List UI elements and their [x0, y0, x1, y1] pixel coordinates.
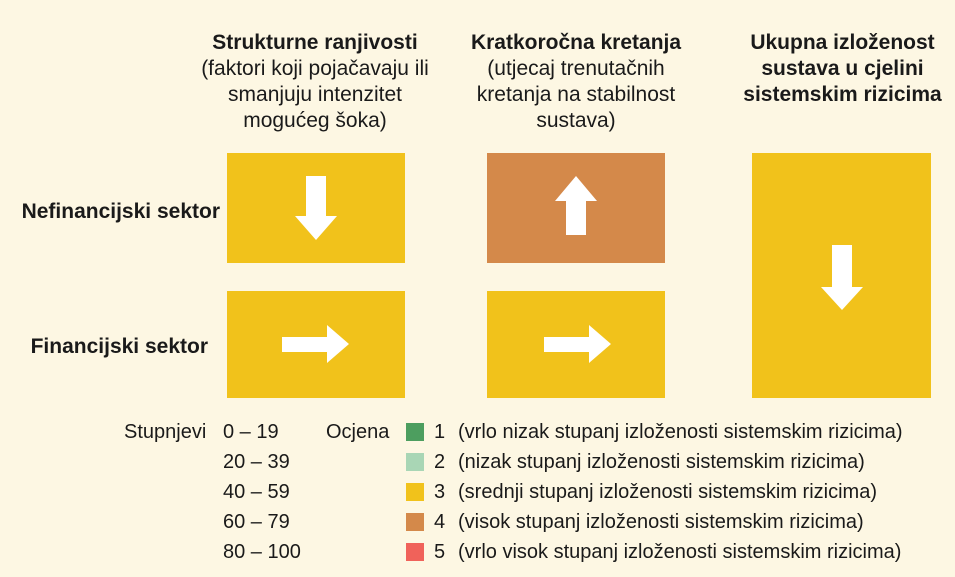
cell-nefinancijski-kratkorocna [487, 153, 665, 263]
legend-range: 80 – 100 [223, 541, 301, 563]
column-subtitle-line: sustava) [536, 109, 616, 132]
row-label-nefinancijski: Nefinancijski sektor [21, 200, 220, 223]
legend-grade-text: (visok stupanj izloženosti sistemskim rizicima) [458, 511, 864, 533]
legend-swatch [406, 513, 424, 531]
legend-range: 20 – 39 [223, 451, 290, 473]
legend-swatch [406, 483, 424, 501]
arrow-down-icon [752, 153, 931, 398]
legend-grade-number: 2 [434, 451, 446, 473]
arrow-right-icon [227, 291, 405, 398]
column-title: Strukturne ranjivosti [212, 31, 418, 54]
row-label-financijski: Financijski sektor [30, 335, 208, 358]
legend-range: 40 – 59 [223, 481, 290, 503]
legend-swatch [406, 543, 424, 561]
column-subtitle-line: (faktori koji pojačavaju ili [201, 57, 429, 80]
legend-grade-number: 4 [434, 511, 446, 533]
column-header-strukturne [185, 30, 445, 134]
column-subtitle-line: kretanja na stabilnost [476, 83, 676, 106]
legend-swatch [406, 453, 424, 471]
column-subtitle-line: smanjuju intenzitet [228, 83, 402, 106]
cell-financijski-strukturne [227, 291, 405, 398]
legend-swatch [406, 423, 424, 441]
cell-financijski-kratkorocna [487, 291, 665, 398]
legend-ocjena-label: Ocjena [326, 421, 390, 443]
column-header-kratkorocna [456, 30, 696, 134]
legend-grade-text: (vrlo nizak stupanj izloženosti sistemskim rizicima) [458, 421, 903, 443]
legend-grade-number: 1 [434, 421, 446, 443]
legend-range: 0 – 19 [223, 421, 279, 443]
cell-ukupna [752, 153, 931, 398]
legend-grade-text: (nizak stupanj izloženosti sistemskim rizicima) [458, 451, 865, 473]
cell-nefinancijski-strukturne [227, 153, 405, 263]
column-title-line: sistemskim rizicima [743, 83, 942, 106]
column-subtitle-line: mogućeg šoka) [243, 109, 387, 132]
column-header-ukupna [725, 30, 955, 108]
arrow-up-icon [487, 153, 665, 263]
column-title-line: Ukupna izloženost [750, 31, 935, 54]
arrow-right-icon [487, 291, 665, 398]
column-subtitle-line: (utjecaj trenutačnih [487, 57, 665, 80]
column-title-line: sustava u cjelini [761, 57, 924, 80]
column-title: Kratkoročna kretanja [470, 31, 682, 54]
legend-grade-number: 3 [434, 481, 446, 503]
legend-grade-text: (vrlo visok stupanj izloženosti sistemskim rizicima) [458, 541, 902, 563]
legend-range: 60 – 79 [223, 511, 290, 533]
legend-grade-text: (srednji stupanj izloženosti sistemskim rizicima) [458, 481, 877, 503]
arrow-down-icon [227, 153, 405, 263]
legend-stupnjevi-label: Stupnjevi [124, 421, 207, 443]
legend-grade-number: 5 [434, 541, 446, 563]
